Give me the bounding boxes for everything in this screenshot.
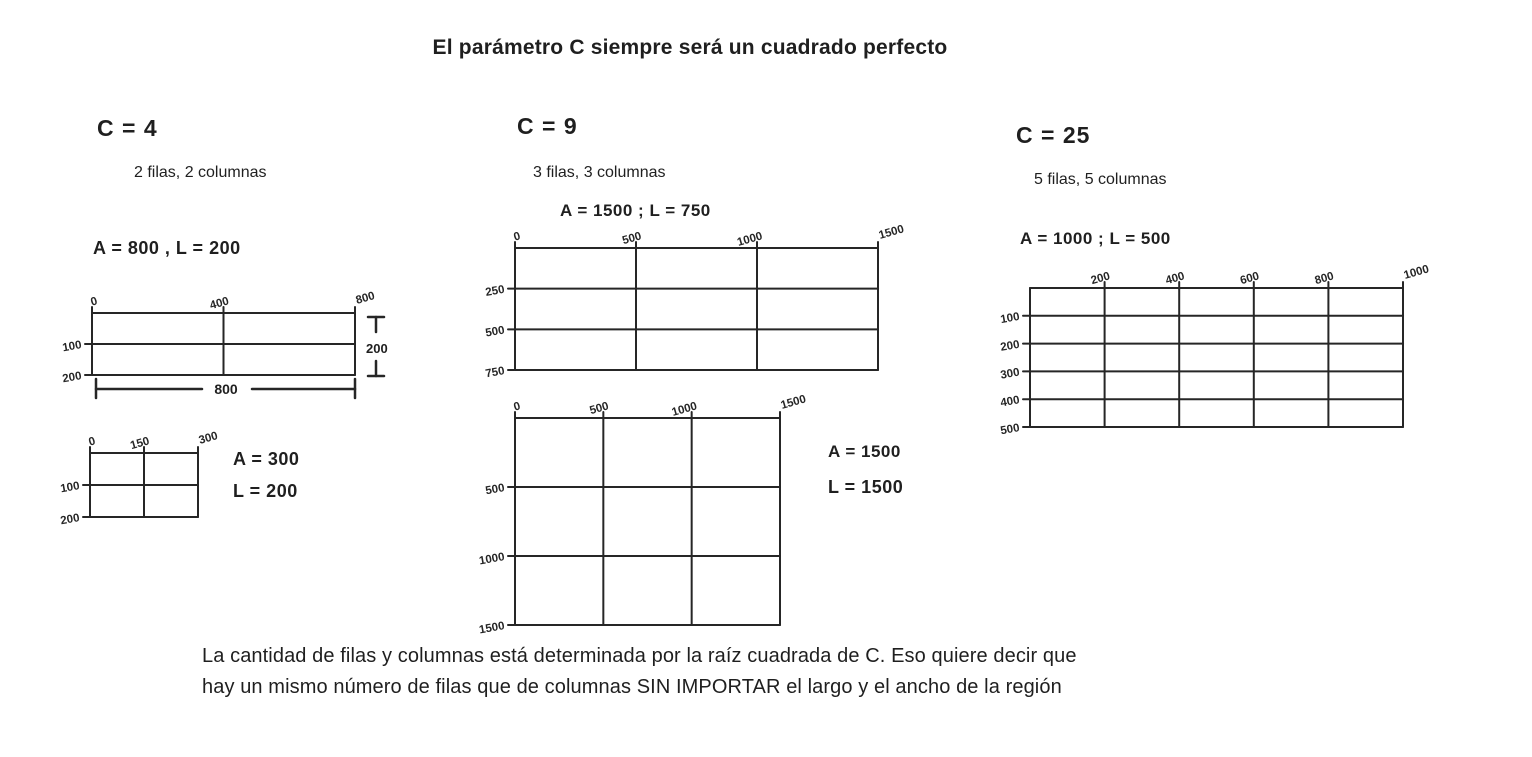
- section-c25-rows-cols: 5 filas, 5 columnas: [1034, 171, 1167, 188]
- section-c4-rows-cols: 2 filas, 2 columnas: [134, 164, 267, 181]
- tick-label: 250: [484, 283, 506, 299]
- tick-label: 200: [59, 512, 81, 528]
- height-dimension-marker: [358, 311, 404, 385]
- tick-label: 600: [1238, 270, 1261, 288]
- grid-c9-bottom-area-label: A = 1500: [828, 442, 901, 461]
- tick-label: 800: [354, 290, 377, 307]
- tick-label: 400: [999, 394, 1021, 410]
- section-c25-value: C = 25: [1016, 122, 1091, 148]
- section-c9-value: C = 9: [517, 113, 578, 139]
- tick-label: 400: [208, 295, 231, 313]
- tick-label: 200: [61, 370, 83, 386]
- tick-label: 100: [59, 480, 81, 496]
- footer-line-2: hay un mismo número de filas que de columnas SIN IMPORTAR el largo y el ancho de la región: [202, 676, 1062, 698]
- tick-label: 400: [1164, 270, 1187, 288]
- footer-line-1: La cantidad de filas y columnas está determinada por la raíz cuadrada de C. Eso quiere decir que: [202, 645, 1077, 667]
- tick-label: 500: [621, 230, 643, 248]
- tick-label: 300: [197, 430, 220, 447]
- section-c9-rows-cols: 3 filas, 3 columnas: [533, 164, 666, 181]
- grid-c4-small: [59, 430, 220, 528]
- tick-label: 800: [1313, 270, 1336, 288]
- grid-c4-small-length-label: L = 200: [233, 481, 298, 501]
- tick-label: 500: [484, 324, 506, 340]
- tick-label: 1500: [877, 223, 906, 242]
- width-dimension-label: 800: [214, 381, 238, 397]
- height-dimension-label: 200: [366, 341, 388, 356]
- tick-label: 1000: [735, 230, 764, 249]
- grid-c9-top: [484, 223, 906, 381]
- tick-label: 1000: [1402, 263, 1431, 282]
- tick-label: 1500: [779, 393, 808, 412]
- grid-c4-main: [61, 290, 377, 386]
- grid-lines: [484, 223, 906, 381]
- grid-lines: [478, 393, 808, 637]
- tick-label: 100: [61, 339, 83, 355]
- grid-c9-bottom-length-label: L = 1500: [828, 477, 904, 497]
- tick-label: 500: [484, 482, 506, 498]
- tick-label: 0: [512, 230, 522, 244]
- diagram-title: El parámetro C siempre será un cuadrado perfecto: [432, 36, 948, 59]
- tick-label: 200: [999, 338, 1021, 354]
- grid-c4-small-area-label: A = 300: [233, 449, 300, 469]
- section-c4-params: A = 800 , L = 200: [93, 238, 241, 258]
- grid-lines: [999, 263, 1431, 438]
- grid-c25-main: [999, 263, 1431, 438]
- tick-label: 1500: [478, 620, 506, 637]
- tick-label: 750: [484, 365, 506, 381]
- section-c9-params: A = 1500 ; L = 750: [560, 201, 711, 220]
- tick-label: 100: [999, 310, 1021, 327]
- width-dimension-marker: [90, 376, 362, 402]
- tick-label: 1000: [670, 400, 699, 419]
- tick-label: 0: [87, 435, 97, 449]
- section-c4-value: C = 4: [97, 115, 158, 141]
- tick-label: 1000: [478, 551, 506, 568]
- tick-label: 500: [999, 422, 1021, 438]
- tick-label: 0: [89, 295, 99, 309]
- grid-c9-bottom: [478, 393, 808, 637]
- grid-lines: [61, 290, 377, 386]
- tick-label: 0: [512, 400, 522, 414]
- tick-label: 300: [999, 366, 1021, 382]
- tick-label: 200: [1089, 270, 1112, 288]
- tick-label: 500: [588, 400, 611, 418]
- tick-label: 150: [129, 435, 151, 453]
- section-c25-params: A = 1000 ; L = 500: [1020, 229, 1171, 248]
- grid-lines: [59, 430, 220, 528]
